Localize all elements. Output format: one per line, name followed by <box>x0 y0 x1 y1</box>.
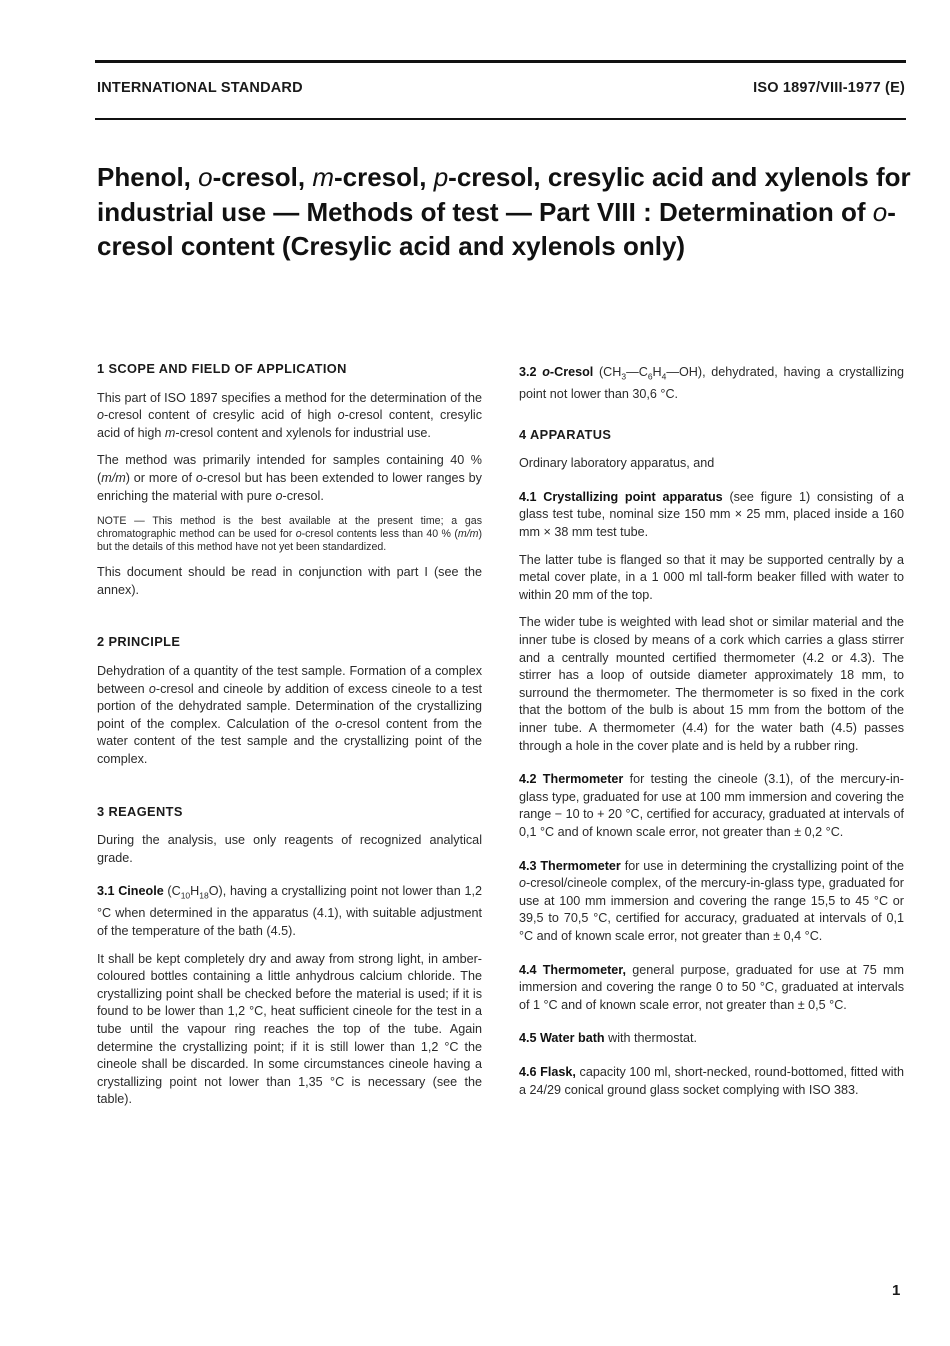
scope-paragraph-3: This document should be read in conjunction with part I (see the annex). <box>97 565 482 597</box>
apparatus-intro: Ordinary laboratory apparatus, and <box>519 456 715 471</box>
section-heading-principle: 2 PRINCIPLE <box>97 634 181 650</box>
apparatus-4-2: 4.2 Thermometer for testing the cineole (3.1), of the mercury-in-glass type, graduated for use at 100 mm immersion and covering the range − 10 to + 20 °C, certified for accuracy, graduated at intervals of 0,1 °C and of known scale error, not greater than ± 0,2 °C. <box>519 772 904 839</box>
header-rule <box>95 118 906 120</box>
page-number: 1 <box>892 1282 901 1299</box>
section-heading-reagents: 3 REAGENTS <box>97 803 183 819</box>
apparatus-4-1: 4.1 Crystallizing point apparatus (see figure 1) consisting of a glass test tube, nominal size 150 mm × 25 mm, placed inside a 160 mm × 38 mm test tube. <box>519 489 904 540</box>
apparatus-4-3: 4.3 Thermometer for use in determining the crystallizing point of the o-cresol/cineole complex, of the mercury-in-glass type, graduated for use at 100 mm immersion and covering the range 15,5 to 45 °C or 39,5 to 70,5 °C, certified for accuracy, graduated at intervals of 0,1 °C and of known scale error, not greater than ± 0,4 °C. <box>519 858 904 943</box>
reagent-cineole: 3.1 Cineole $(C_{10}H_{18}O)$, having a crystallizing point not lower than 1,2 °C when determined in the apparatus (4.1), with suitable adjustment of the temperature of the bath (4.5). <box>97 884 482 938</box>
apparatus-4-5: 4.5 Water bath with thermostat. <box>519 1031 698 1046</box>
scope-paragraph-1: This part of ISO 1897 specifies a method for the determination of the o-cresol content of cresylic acid of high o-cresol content, cresylic acid of high m-cresol content and xylenols for industrial use. <box>97 390 483 440</box>
right-column <box>519 360 904 1109</box>
principle-paragraph: Dehydration of a quantity of the test sample. Formation of a complex between o-cresol and cineole by addition of excess cineole to a test portion of the dehydrated sample. Determination of the crystallizing point of the complex. Calculation of the o-cresol content from the water content of the test sample and the crystallizing point of the complex. <box>97 663 482 766</box>
reagent-o-cresol: 3.2 o-Cresol $(CH_3—C_6H_4—OH)$, dehydrated, having a crystallizing point not lower than 30,6 °C. <box>519 365 905 402</box>
cineole-storage-paragraph: It shall be kept completely dry and away from strong light, in amber-coloured bottles containing a little anhydrous calcium chloride. The crystallizing point shall be checked before the material is used; if it is found to be lower than 1,2 °C, heat sufficient cineole for the test in a tube until the vapour ring reaches the top of the tube. Again determine the crystallizing point; if it is still lower than 1,2 °C the cineole shall be discarded. In some circumstances cineole having a crystallizing point not lower than 1,35 °C is necessary (see the table). <box>97 951 482 1107</box>
section-heading-scope: 1 SCOPE AND FIELD OF APPLICATION <box>97 361 347 376</box>
apparatus-4-1-paragraph-2: The latter tube is flanged so that it may be supported centrally by a metal cover plate, in a 1 000 ml tall-form beaker filled with water to within 20 mm of the top. <box>519 552 904 602</box>
top-rule <box>95 60 906 63</box>
apparatus-4-1-paragraph-3: The wider tube is weighted with lead shot or similar material and the inner tube is closed by means of a cork which carries a glass stirrer and a centrally mounted certified thermometer (4.2 or 4.3). The stirrer has a loop of outside diameter approximately 18 mm, to surround the thermometer. The thermometer is so fixed in the cork that the bottom of the bulb is about 15 mm from the bottom of the inner tube. A thermometer (4.4) for the water bath (4.5) passes through a hole in the cover plate and is held by a rubber ring. <box>519 615 904 753</box>
header-left: INTERNATIONAL STANDARD <box>97 80 303 96</box>
apparatus-4-6: 4.6 Flask, capacity 100 ml, short-necked, round-bottomed, fitted with a 24/29 conical ground glass socket complying with ISO 383. <box>519 1064 904 1097</box>
apparatus-4-4: 4.4 Thermometer, general purpose, graduated for use at 75 mm immersion and covering the range 0 to 50 °C, graduated at intervals of 1 °C and of known scale error, not greater than ± 0,5 °C. <box>519 962 904 1012</box>
header-right: ISO 1897/VIII-1977 (E) <box>753 80 905 96</box>
scope-note: NOTE — This method is the best available at the present time; a gas chromatographic method can be used for o-cresol contents less than 40 % (m/m) but the details of this method have not yet been standardized. <box>97 515 482 554</box>
document-title: Phenol, o-cresol, m-cresol, p-cresol, cresylic acid and xylenols for industrial use — Methods of test — Part VIII : Determination of o-cresol content (Cresylic acid and xylenols only) <box>97 162 911 261</box>
scope-paragraph-2: The method was primarily intended for samples containing 40 % (m/m) or more of o-cresol but has been extended to lower ranges by enriching the material with pure o-cresol. <box>97 453 482 503</box>
left-column <box>97 360 482 1119</box>
reagents-paragraph: During the analysis, use only reagents of recognized analytical grade. <box>97 833 482 865</box>
section-heading-apparatus: 4 APPARATUS <box>519 426 612 442</box>
